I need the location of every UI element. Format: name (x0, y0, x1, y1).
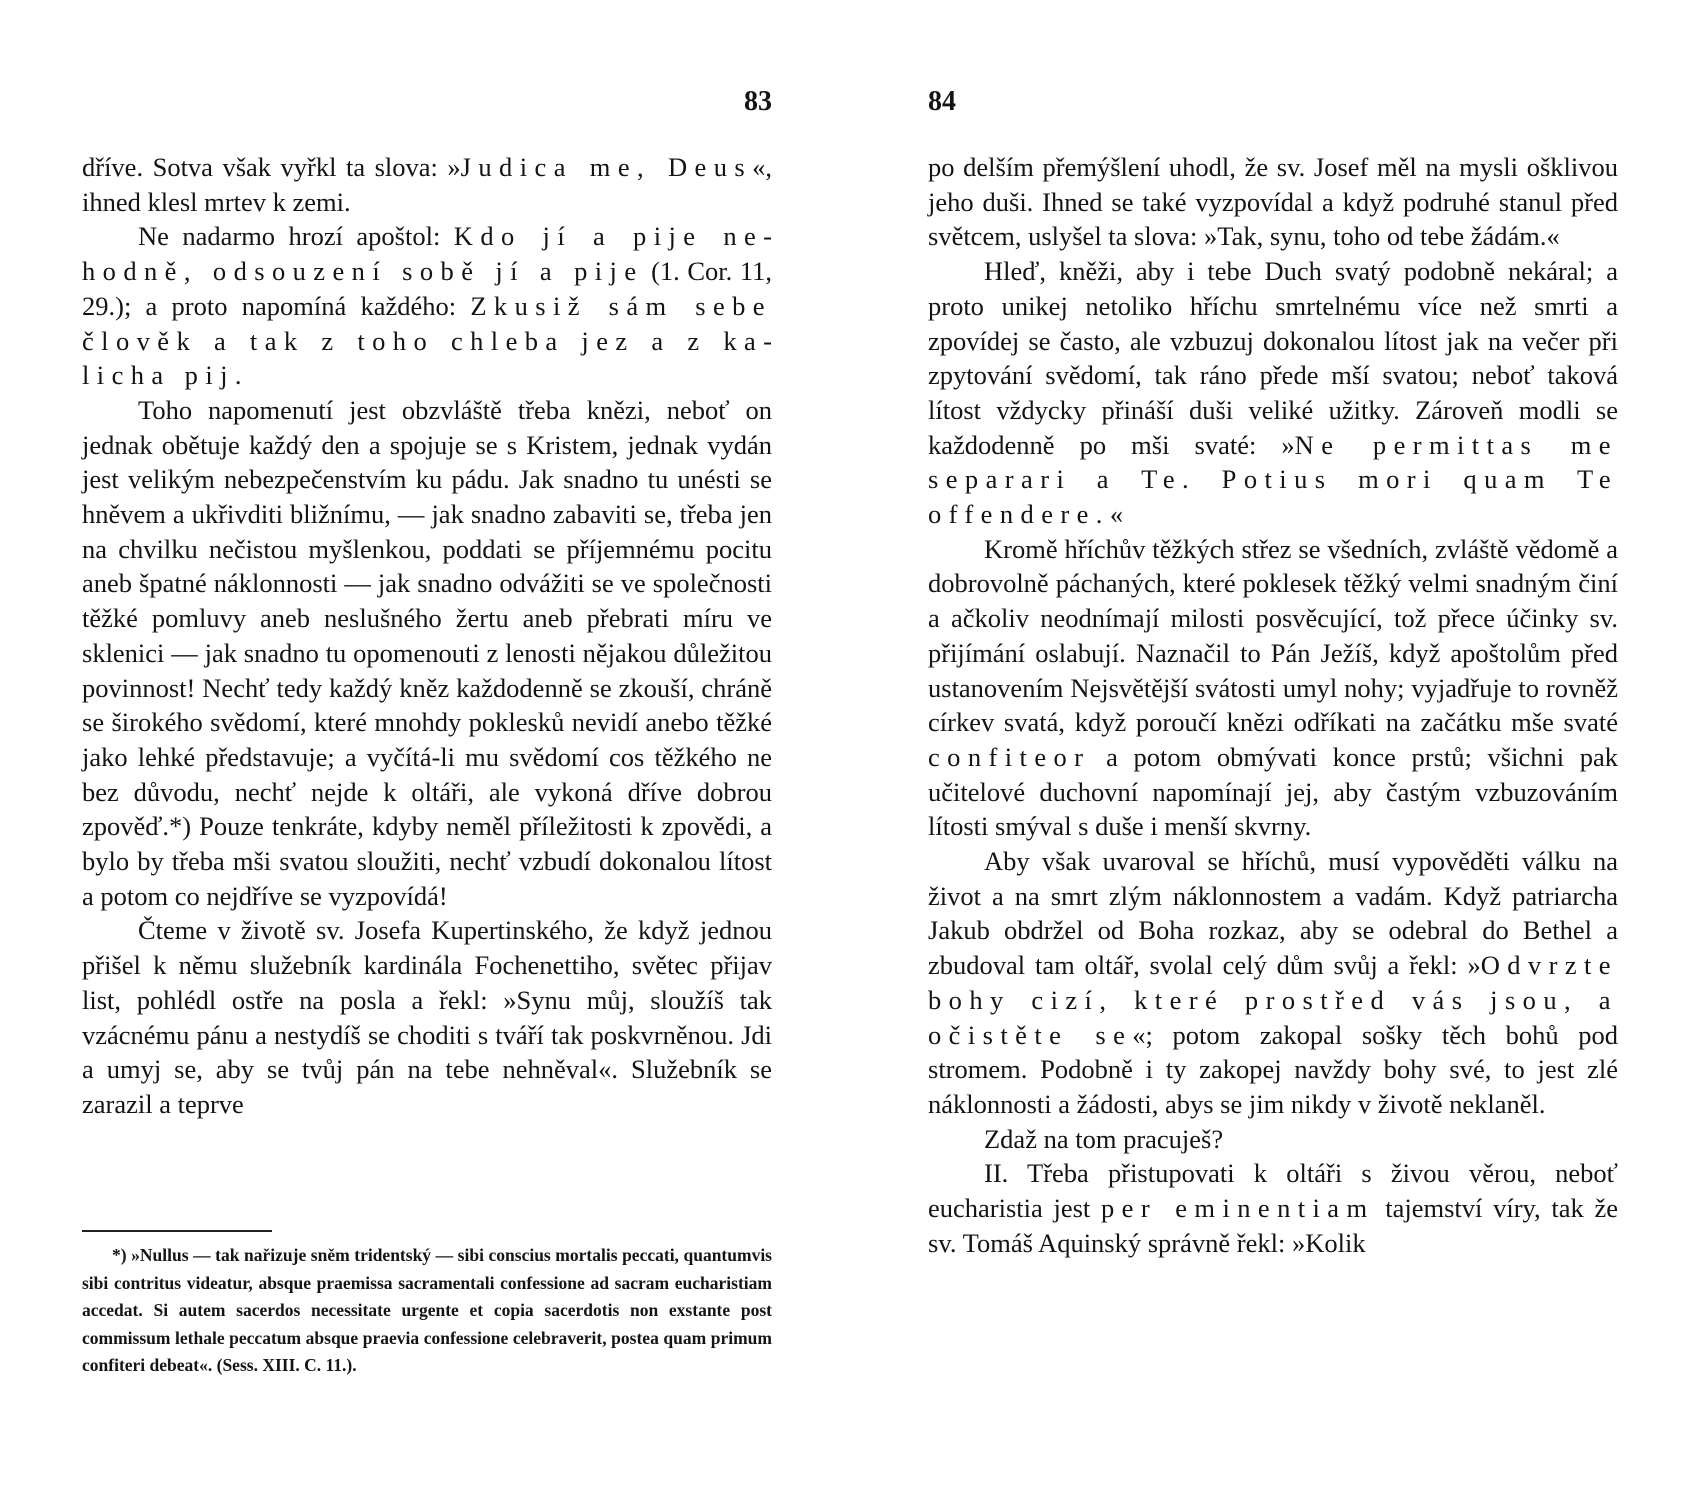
text-run: Kromě hříchův těžkých střez se všedních, zvláště vědomě a dobrovolně páchaných, které poklesek těžký velmi snadným činí a ačkoliv neodnímají milosti posvěcující, tož přece účinky sv. přijímání oslabují. Naznačil to Pán Ježíš, když apoštolům před ustanovením Nejsvětější svátosti umyl nohy; vyjadřuje to rovněž církev svatá, když poroučí knězi odříkati na začátku mše svaté (928, 533, 1618, 738)
paragraph (928, 150, 1618, 254)
footnote (82, 1242, 772, 1380)
paragraph (928, 1122, 1618, 1157)
footnote-rule (82, 1230, 272, 1232)
text-run: Ne nadarmo hrozí apoštol: (138, 221, 454, 252)
text-run: tajemství víry, tak že sv. Tomáš Aquinský správně řekl: »Kolik (928, 1193, 1619, 1258)
spaced-text-run: Odvrzte bohy cizí, které prostřed vás jsou, a očistěte se (928, 950, 1618, 1050)
spaced-text-run: Zkusiž sám sebe člověk a tak z toho chleba jez a z kalicha pij. (82, 290, 772, 391)
text-run: po delším přemýšlení uhodl, že sv. Josef měl na mysli ošklivou jeho duši. Ihned se také vyzpovídal a když podruhé stanul před světcem, uslyšel ta slova: »Tak, synu, toho od tebe žádám.« (928, 152, 1618, 252)
text-run: Toho napomenutí jest obzvláště třeba knězi, neboť on jednak obětuje každý den a spojuje se s Kristem, jednak vydán jest velikým nebezpečenstvím ku pádu. Jak snadno tu unésti se hněvem a ukřivditi bližnímu, — jak snadno zabaviti se, třeba jen na chvilku nečistou myšlenkou, poddati se příjemnému pocitu aneb špatné náklonnosti — jak snadno odvážiti se ve společnosti těžké pomluvy aneb neslušného žertu aneb přebrati míru ve sklenici — jak snadno tu opomenouti z lenosti nějakou důležitou povinnost! Nechť tedy každý kněz každodenně se zkouší, chráně se širokého svědomí, které mnohdy poklesků nevidí anebo těžké jako lehké představuje; a vyčítá-li mu svědomí cos těžkého ne bez důvodu, nechť nejde k oltáři, ale vykoná dříve dobrou zpověď.*) Pouze tenkráte, kdyby neměl příležitosti k zpovědi, a bylo by třeba mši svatou sloužiti, nechť vzbudí dokonalou lítost a potom co nejdříve se vyzpovídá! (82, 394, 772, 911)
spaced-text-run: per eminentiam (1101, 1193, 1375, 1224)
paragraph (82, 393, 772, 914)
paragraph (928, 844, 1618, 1122)
paragraph (928, 532, 1618, 844)
spaced-text-run: confiteor (928, 741, 1091, 772)
text-run: Hleď, kněži, aby i tebe Duch svatý podobně nekáral; a proto unikej netoliko hříchu smrtelnému více než smrti a zpovídej se často, ale vzbuzuj dokonalou lítost jak na večer při zpytování svědomí, tak ráno přede mší svatou; neboť taková lítost vždycky přináší duši veliké užitky. Zároveň modli se každodenně po mši svaté: » (928, 256, 1618, 460)
text-run: «, ihned klesl mrtev k zemi. (82, 152, 772, 217)
page-body (82, 150, 772, 1122)
text-run: (1. Cor. 11, 29.); a proto napomíná každého: (82, 256, 773, 321)
paragraph (82, 150, 772, 219)
text-run: a potom obmývati konce prstů; všichni pak učitelové duchovní napomínají jej, aby častým vzbuzováním lítosti smýval s duše i menší skvrny. (928, 741, 1618, 842)
text-run: dříve. Sotva však vyřkl ta slova: » (82, 152, 461, 182)
text-run: «; potom zakopal sošky těch bohů pod stromem. Podobně i ty zakopej navždy bohy své, to jest zlé náklonnosti a žádosti, abys se jim nikdy v životě neklaněl. (928, 1019, 1619, 1119)
footnote-text: *) »Nullus — tak nařizuje sněm tridentský — sibi conscius mortalis peccati, quantumvis sibi contritus videatur, absque praemissa sacramentali confessione ad sacram eucharistiam accedat. Si autem sacerdos necessitate urgente et copia sacerdotis non exstante post commissum lethale peccatum absque praevia confessione celebraverit, postea quam primum confiteri debeat«. (Sess. XIII. C. 11.). (82, 1245, 772, 1375)
text-run: « (1109, 499, 1124, 530)
page-number: 83 (744, 86, 772, 117)
paragraph (82, 913, 772, 1121)
page-body (928, 150, 1618, 1261)
paragraph (82, 219, 772, 393)
page-number: 84 (928, 86, 956, 117)
text-run: Aby však uvaroval se hříchů, musí vypověděti válku na život a na smrt zlým náklonnostem a vadám. Když patriarcha Jakub obdržel od Boha rozkaz, aby se odebral do Bethel a zbudoval tam oltář, svolal celý dům svůj a řekl: » (928, 846, 1618, 981)
spaced-text-run: Judica me, Deus (460, 152, 753, 182)
spaced-text-run: Ne permittas me separari a Te. Potius mori quam Te offendere. (928, 429, 1618, 530)
paragraph (928, 1156, 1618, 1260)
spaced-text-run: Kdo jí a pije nehodně, odsouzení sobě jí a pije (82, 221, 772, 287)
text-run: Zdaž na tom pracuješ? (984, 1123, 1224, 1154)
paragraph (928, 254, 1618, 532)
text-run: Čteme v životě sv. Josefa Kupertinského, že když jednou přišel k němu služebník kardinála Fochenettiho, světec přijav list, pohlédl ostře na posla a řekl: »Synu můj, sloužíš tak vzácnému pánu a nestydíš se choditi s tváří tak poskvrněnou. Jdi a umyj se, aby se tvůj pán na tebe nehněval«. Služebník se zarazil a teprve (82, 915, 772, 1119)
text-run: II. Třeba přistupovati k oltáři s živou věrou, neboť eucharistia jest (928, 1158, 1618, 1224)
